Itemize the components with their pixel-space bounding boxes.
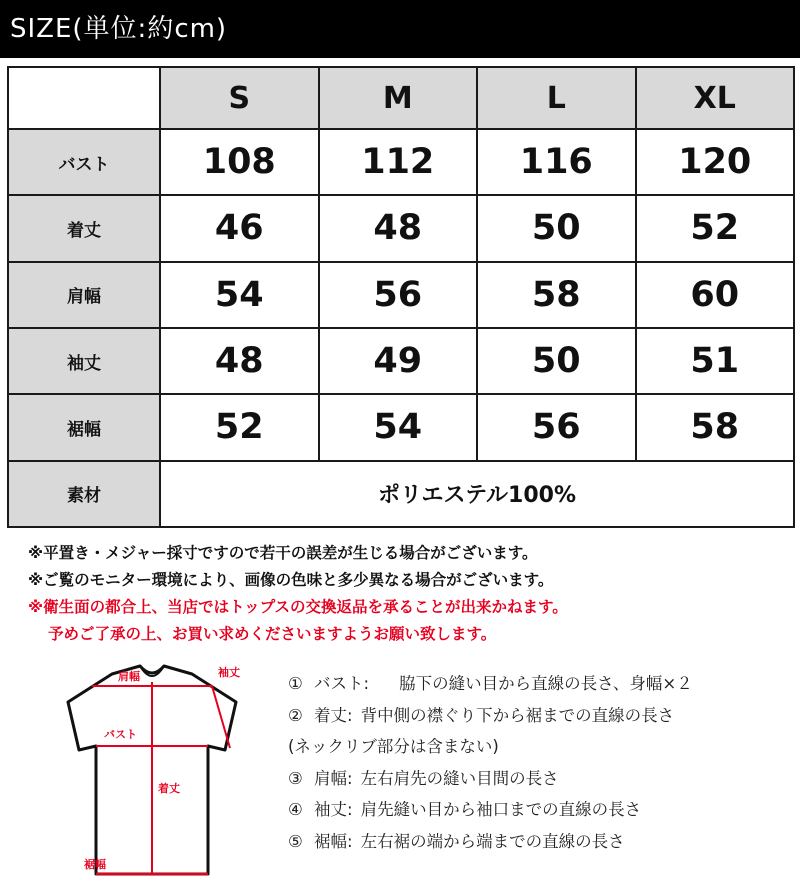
def-desc: 脇下の縫い目から直線の長さ、身幅×２ xyxy=(399,674,693,693)
def-number: ⑤ xyxy=(288,831,303,851)
table-cell: 60 xyxy=(636,262,795,328)
label-sleeve: 袖丈 xyxy=(218,666,240,679)
table-cell: 52 xyxy=(160,394,319,460)
table-cell: 54 xyxy=(319,394,478,460)
column-header-xl: XL xyxy=(636,67,795,129)
definition-length-note xyxy=(288,731,793,763)
note-measurement: ※平置き・メジャー採寸ですので若干の誤差が生じる場合がございます。 xyxy=(28,544,538,562)
row-label-shoulder: 肩幅 xyxy=(8,262,160,328)
row-label-length: 着丈 xyxy=(8,195,160,261)
def-term: 袖丈: xyxy=(314,800,353,819)
corner-cell xyxy=(8,67,160,129)
table-cell: 50 xyxy=(477,195,636,261)
note-acknowledge: 予めご了承の上、お買い求めくださいますようお願い致します。 xyxy=(48,625,497,643)
table-cell: 52 xyxy=(636,195,795,261)
notes-section xyxy=(28,540,788,648)
tshirt-diagram xyxy=(40,660,255,882)
table-row xyxy=(8,328,794,394)
def-term: 裾幅: xyxy=(314,831,353,851)
tshirt-illustration xyxy=(40,660,255,882)
material-value: ポリエステル100% xyxy=(160,461,794,527)
def-desc: 左右肩先の縫い目間の長さ xyxy=(360,768,559,788)
column-header-l: L xyxy=(477,67,636,129)
def-desc: 背中側の襟ぐり下から裾までの直線の長さ xyxy=(360,705,675,725)
note-monitor: ※ご覧のモニター環境により、画像の色味と多少異なる場合がございます。 xyxy=(28,571,554,589)
table-cell: 49 xyxy=(319,328,478,394)
size-table xyxy=(7,66,795,528)
table-cell: 48 xyxy=(160,328,319,394)
size-header-row xyxy=(8,67,794,129)
table-cell: 56 xyxy=(319,262,478,328)
table-row xyxy=(8,394,794,460)
def-number: ④ xyxy=(288,800,303,819)
table-cell: 58 xyxy=(477,262,636,328)
definition-sleeve xyxy=(288,794,793,826)
def-number: ② xyxy=(288,705,303,725)
table-row xyxy=(8,262,794,328)
table-row xyxy=(8,129,794,195)
definition-length xyxy=(288,700,793,732)
page-header xyxy=(0,0,800,58)
table-row xyxy=(8,195,794,261)
table-cell: 51 xyxy=(636,328,795,394)
def-term: バスト: xyxy=(314,674,370,693)
definitions-list xyxy=(288,668,793,857)
table-cell: 116 xyxy=(477,129,636,195)
definition-shoulder xyxy=(288,763,793,795)
row-label-material: 素材 xyxy=(8,461,160,527)
row-label-sleeve: 袖丈 xyxy=(8,328,160,394)
def-term: 着丈: xyxy=(314,705,353,725)
def-number: ③ xyxy=(288,768,303,788)
table-cell: 58 xyxy=(636,394,795,460)
definition-hem xyxy=(288,826,793,858)
table-cell: 108 xyxy=(160,129,319,195)
label-shoulder: 肩幅 xyxy=(118,670,140,683)
def-desc: 左右裾の端から端までの直線の長さ xyxy=(360,831,625,851)
table-cell: 112 xyxy=(319,129,478,195)
material-row xyxy=(8,461,794,527)
column-header-s: S xyxy=(160,67,319,129)
def-desc: (ネックリブ部分は含まない) xyxy=(288,737,499,756)
def-number: ① xyxy=(288,674,303,693)
header-title: SIZE(単位:約cm) xyxy=(10,14,228,44)
table-cell: 50 xyxy=(477,328,636,394)
column-header-m: M xyxy=(319,67,478,129)
table-cell: 56 xyxy=(477,394,636,460)
def-desc: 肩先縫い目から袖口までの直線の長さ xyxy=(360,800,642,819)
definition-bust xyxy=(288,668,793,700)
table-cell: 120 xyxy=(636,129,795,195)
label-bust: バスト xyxy=(104,728,137,741)
note-no-returns: ※衛生面の都合上、当店ではトップスの交換返品を承ることが出来かねます。 xyxy=(28,598,568,616)
row-label-hem: 裾幅 xyxy=(8,394,160,460)
table-cell: 46 xyxy=(160,195,319,261)
row-label-bust: バスト xyxy=(8,129,160,195)
table-cell: 48 xyxy=(319,195,478,261)
table-cell: 54 xyxy=(160,262,319,328)
label-hem: 裾幅 xyxy=(84,858,106,871)
def-term: 肩幅: xyxy=(314,768,353,788)
label-length: 着丈 xyxy=(158,782,180,795)
